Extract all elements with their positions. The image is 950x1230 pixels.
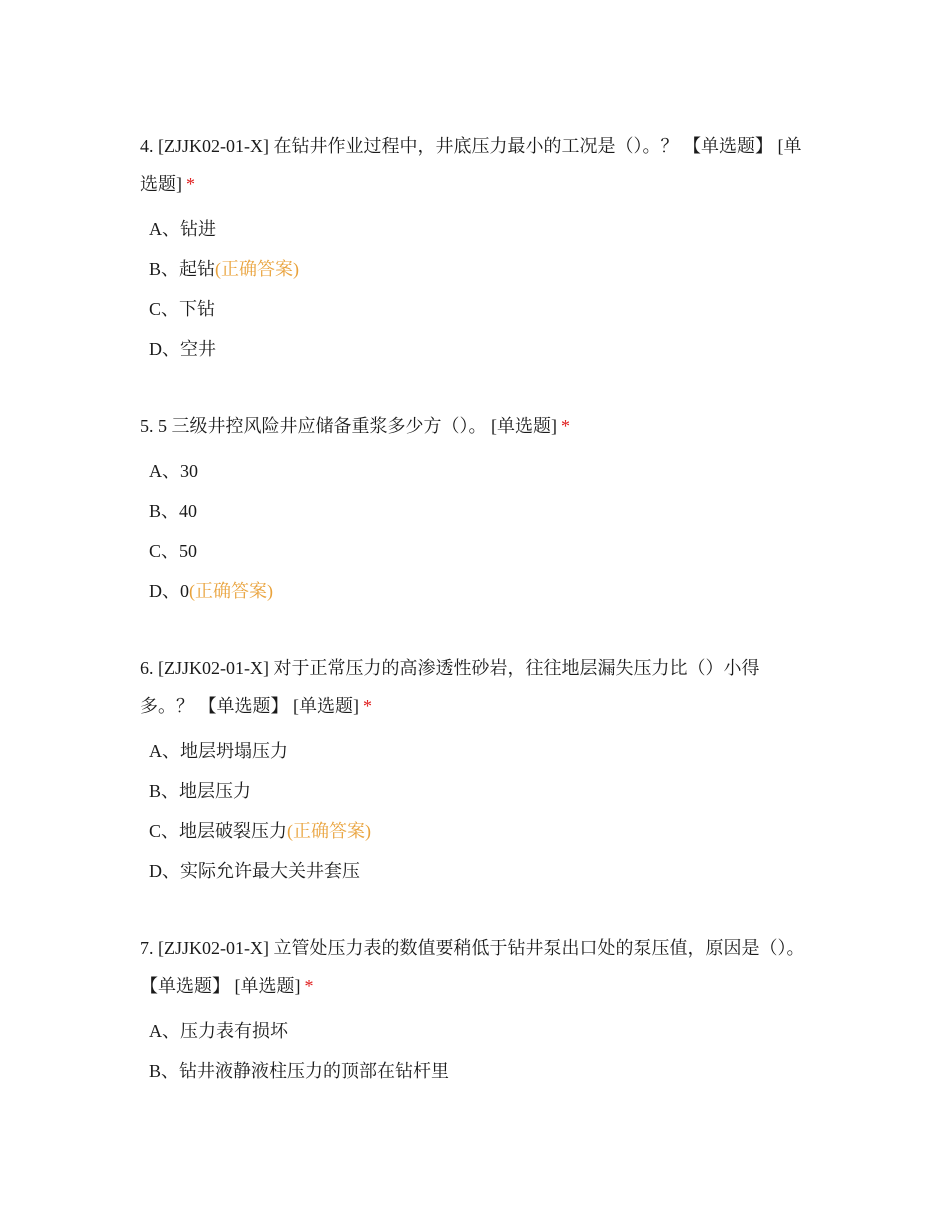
- option-a[interactable]: A、压力表有损坏: [149, 1021, 288, 1041]
- option-list: [140, 731, 810, 891]
- option-d[interactable]: D、实际允许最大关井套压: [149, 861, 360, 881]
- option-c[interactable]: C、下钻: [149, 299, 216, 319]
- option-a[interactable]: A、地层坍塌压力: [149, 741, 288, 761]
- correct-answer-label: (正确答案): [215, 259, 300, 279]
- required-mark: *: [186, 174, 195, 194]
- correct-answer-label: (正确答案): [287, 821, 372, 841]
- question-5: [140, 407, 810, 611]
- option-list: [140, 451, 810, 611]
- correct-answer-label: (正确答案): [189, 581, 273, 601]
- option-b[interactable]: B、起钻(正确答案): [149, 259, 300, 279]
- question-7: [140, 929, 810, 1091]
- question-title: 5. 5 三级井控风险井应储备重浆多少方（）。 [单选题] *: [140, 416, 570, 436]
- option-c[interactable]: C、50: [149, 541, 198, 561]
- option-list: [140, 1011, 810, 1091]
- option-a[interactable]: A、30: [149, 461, 198, 481]
- option-c[interactable]: C、地层破裂压力(正确答案): [149, 821, 372, 841]
- option-b[interactable]: B、地层压力: [149, 781, 252, 801]
- question-title: 7. [ZJJK02-01-X] 立管处压力表的数值要稍低于钻井泵出口处的泵压值，原因是（）。【单选题】 [单选题] *: [140, 938, 805, 996]
- option-b[interactable]: B、40: [149, 501, 198, 521]
- option-list: [140, 209, 810, 369]
- question-title: 6. [ZJJK02-01-X] 对于正常压力的高渗透性砂岩，往往地层漏失压力比（）小得多。？ 【单选题】 [单选题] *: [140, 658, 760, 716]
- required-mark: *: [304, 976, 314, 996]
- question-4: [140, 127, 810, 369]
- question-6: [140, 649, 810, 891]
- question-title: 4. [ZJJK02-01-X] 在钻井作业过程中，井底压力最小的工况是（）。？ 【单选题】 [单选题] *: [140, 136, 802, 194]
- option-d[interactable]: D、空井: [149, 339, 216, 359]
- option-a[interactable]: A、钻进: [149, 219, 216, 239]
- required-mark: *: [561, 416, 570, 436]
- option-b[interactable]: B、钻井液静液柱压力的顶部在钻杆里: [149, 1061, 450, 1081]
- required-mark: *: [363, 696, 372, 716]
- option-d[interactable]: D、0(正确答案): [149, 581, 273, 601]
